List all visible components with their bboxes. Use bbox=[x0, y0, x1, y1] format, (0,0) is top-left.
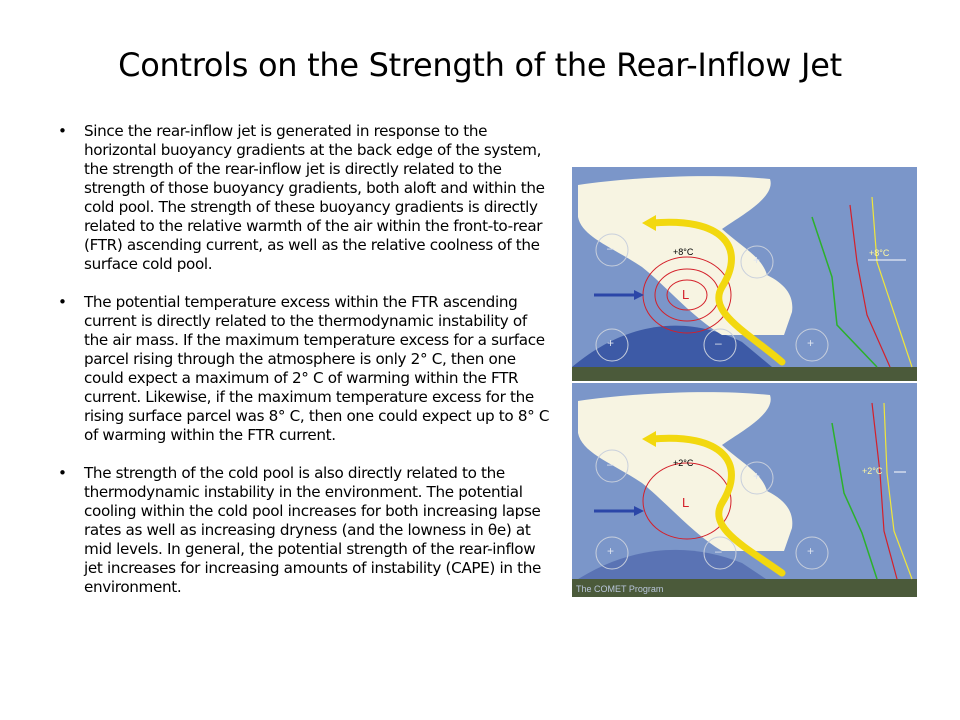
minus-sign: – bbox=[607, 241, 614, 255]
bullet-marker: • bbox=[58, 122, 67, 140]
bullet-text: The strength of the cold pool is also directly related to the thermodynamic instability in the environment. The potential cooling within the cold pool increases for both increasing lapse rates as well as increasing dryness (and the lowness in θe) at mid levels. In general, the potential strength of the rear-inflow jet increases for increasing amounts of instability (CAPE) in the environment. bbox=[84, 464, 541, 596]
panel-bottom-illustration bbox=[572, 383, 917, 597]
bullet-list bbox=[58, 122, 550, 616]
low-pressure-label: L bbox=[682, 495, 690, 510]
bullet-item bbox=[58, 293, 550, 445]
bullet-item bbox=[58, 122, 550, 274]
parcel-profile bbox=[872, 197, 912, 367]
bullet-marker: • bbox=[58, 293, 67, 311]
figure-panel-top bbox=[572, 167, 917, 381]
arrow-head bbox=[634, 290, 644, 300]
center-temp-label: +8°C bbox=[673, 247, 694, 257]
plus-sign: + bbox=[607, 336, 615, 350]
bullet-item bbox=[58, 464, 550, 597]
cold-pool-shape bbox=[572, 550, 772, 583]
plus-sign: + bbox=[607, 544, 615, 558]
low-pressure-label: L bbox=[682, 287, 690, 302]
edge-temp-label: +8°C bbox=[869, 248, 890, 258]
dewpoint-profile bbox=[812, 217, 877, 367]
minus-sign: – bbox=[607, 457, 614, 471]
bullet-text: The potential temperature excess within the FTR ascending current is directly related to the thermodynamic instability of the air mass. If the maximum temperature excess for a surface parcel rising through the atmosphere is only 2° C, then one could expect a maximum of 2° C of warming within the FTR current. Likewise, if the maximum temperature excess for the rising surface parcel was 8° C, then one could expect up to 8° C of warming within the FTR current. bbox=[84, 293, 550, 444]
dewpoint-profile bbox=[832, 423, 877, 579]
storm-cloud-shape bbox=[578, 392, 792, 551]
rear-inflow-jet-figure bbox=[572, 167, 917, 597]
center-temp-label: +2°C bbox=[673, 458, 694, 468]
temperature-profile bbox=[850, 205, 890, 367]
minus-sign: – bbox=[715, 336, 722, 350]
slide-title: Controls on the Strength of the Rear-Inflow Jet bbox=[118, 46, 842, 84]
figure-credit: The COMET Program bbox=[576, 584, 664, 594]
plus-sign: + bbox=[807, 336, 815, 350]
bullet-text: Since the rear-inflow jet is generated in response to the horizontal buoyancy gradients at the back edge of the system, the strength of the rear-inflow jet is directly related to the strength of those buoyancy gradients, both aloft and within the cold pool. The strength of these buoyancy gradients is directly related to the relative warmth of the air within the front-to-rear (FTR) ascending current, as well as the relative coolness of the surface cold pool. bbox=[84, 122, 545, 273]
ground-strip bbox=[572, 367, 917, 381]
parcel-profile bbox=[884, 403, 912, 579]
plus-sign: + bbox=[807, 544, 815, 558]
plus-sign: + bbox=[753, 469, 761, 483]
bullet-marker: • bbox=[58, 464, 67, 482]
minus-sign: – bbox=[715, 544, 722, 558]
temperature-profile bbox=[872, 403, 897, 579]
figure-panel-bottom bbox=[572, 383, 917, 597]
panel-top-illustration bbox=[572, 167, 917, 381]
arrow-head bbox=[634, 506, 644, 516]
edge-temp-label: +2°C bbox=[862, 466, 883, 476]
plus-sign: + bbox=[753, 253, 761, 267]
